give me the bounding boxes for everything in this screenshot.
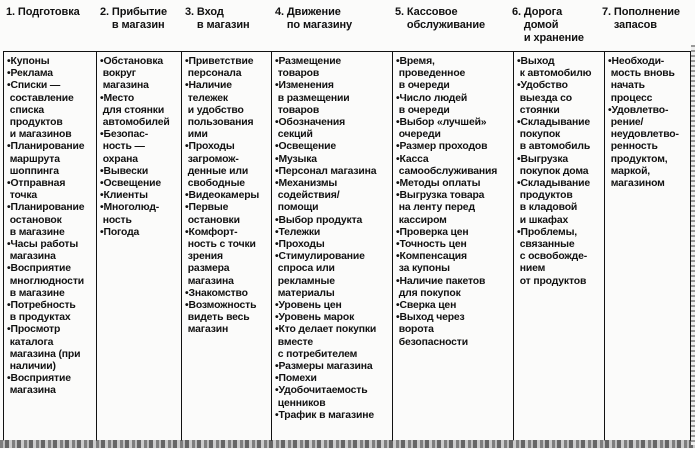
list-item xyxy=(396,154,513,178)
list-item-text: Выгрузка покупок дома xyxy=(519,153,589,177)
bullet-icon: • xyxy=(517,117,521,129)
bullet-icon: • xyxy=(7,141,11,153)
list-item-text: Комфорт- ность с точки зрения размера магазина xyxy=(187,226,256,287)
list-item xyxy=(100,178,181,190)
list-item xyxy=(185,227,271,288)
bullet-icon: • xyxy=(275,117,279,129)
list-item xyxy=(100,56,181,93)
list-item xyxy=(275,324,392,361)
list-item-text: Безопас- ность — охрана xyxy=(102,129,149,165)
list-item-text: Просмотр каталога магазина (при наличии) xyxy=(9,324,81,373)
list-item-text: Механизмы содействия/ помощи xyxy=(277,178,340,214)
list-item-text: Место для стоянки автомобилей xyxy=(102,92,170,129)
list-item xyxy=(275,56,392,80)
bullet-icon: • xyxy=(7,373,11,385)
list-item xyxy=(7,68,96,80)
list-item-text: Методы оплаты xyxy=(399,178,481,190)
list-item-text: Восприятие многлюдности в магазине xyxy=(9,263,84,299)
bullet-icon: • xyxy=(608,56,612,67)
list-item xyxy=(275,251,392,300)
list-item-text: Приветствие персонала xyxy=(187,56,254,80)
bullet-icon: • xyxy=(396,226,400,238)
list-item-text: Число людей в очереди xyxy=(398,92,468,116)
bullet-icon: • xyxy=(7,239,11,251)
list-item xyxy=(517,117,604,154)
list-item xyxy=(185,190,271,202)
bullet-icon: • xyxy=(185,300,189,312)
list-item-text: Размер проходов xyxy=(399,141,488,153)
list-item-text: Размеры магазина xyxy=(278,361,373,373)
header-checkout: 5. Кассовое обслуживание xyxy=(395,6,486,31)
list-item xyxy=(185,288,271,300)
list-item xyxy=(275,373,392,385)
bullet-icon: • xyxy=(396,178,400,190)
list-item-text: Наличие тележек и удобство пользования ими xyxy=(187,80,254,141)
list-item xyxy=(7,56,96,68)
list-item xyxy=(517,154,604,178)
list-item xyxy=(275,361,392,373)
list-item-text: Обозначения секций xyxy=(277,117,346,141)
list-item xyxy=(608,105,689,190)
bullet-icon: • xyxy=(396,312,400,324)
list-item-text: Освещение xyxy=(278,141,337,153)
bullet-icon: • xyxy=(275,56,279,67)
bullet-icon: • xyxy=(185,226,189,238)
list-item xyxy=(275,117,392,141)
list-item xyxy=(185,300,271,337)
list-item-text: Списки — составление списка продуктов и магазинов xyxy=(9,80,74,141)
list-item-text: Стимулирование спроса или рекламные материалы xyxy=(277,251,365,299)
bullet-icon: • xyxy=(7,202,11,214)
list-item xyxy=(396,300,513,312)
list-item xyxy=(7,263,96,300)
bullet-icon: • xyxy=(100,56,104,67)
list-item xyxy=(396,239,513,251)
bullet-icon: • xyxy=(185,190,189,202)
bullet-icon: • xyxy=(275,80,279,92)
list-item xyxy=(517,80,604,117)
list-item xyxy=(100,166,181,178)
list-item-text: Выбор «лучшей» очереди xyxy=(398,117,487,141)
header-entry: 3. Вход в магазин xyxy=(185,6,250,31)
list-item-text: Уровень цен xyxy=(278,300,342,312)
bullet-icon: • xyxy=(275,178,279,190)
list-item xyxy=(396,312,513,349)
bullet-icon: • xyxy=(7,178,11,190)
column-preparation xyxy=(4,52,97,441)
list-item-text: Наличие пакетов для покупок xyxy=(398,275,486,299)
bullet-icon: • xyxy=(100,190,104,202)
list-item xyxy=(185,202,271,226)
bullet-icon: • xyxy=(396,300,400,312)
list-item-text: Планирование остановок в магазине xyxy=(9,202,85,238)
list-item-text: Проходы xyxy=(278,239,325,251)
bullet-icon: • xyxy=(100,178,104,190)
list-item xyxy=(7,324,96,373)
list-item-text: Сверка цен xyxy=(399,300,457,312)
list-item-text: Компенсация за купоны xyxy=(398,251,467,275)
list-item-text: Планирование маршрута шоппинга xyxy=(9,141,85,177)
list-item xyxy=(7,300,96,324)
column-movement xyxy=(272,52,393,441)
list-item-text: Реклама xyxy=(10,68,53,80)
list-item xyxy=(185,80,271,141)
list-item-text: Удовлетво- рение/ неудовлетво- ренность продуктом, маркой, магазином xyxy=(610,104,679,190)
list-item xyxy=(517,227,604,288)
list-item-text: Точность цен xyxy=(399,239,467,251)
list-item-text: Выбор продукта xyxy=(278,214,363,226)
list-item xyxy=(7,141,96,178)
bullet-icon: • xyxy=(275,153,279,165)
list-item-text: Выгрузка товара на ленту перед кассиром xyxy=(398,190,485,226)
list-item-text: Складывание продуктов в кладовой и шкафах xyxy=(519,178,591,226)
bullet-icon: • xyxy=(275,300,279,312)
list-item xyxy=(396,190,513,227)
list-item-text: Удобство выезда со стоянки xyxy=(519,80,572,116)
list-item-text: Изменения в размещении товаров xyxy=(277,80,350,116)
header-movement: 4. Движение по магазину xyxy=(275,6,353,31)
bullet-icon: • xyxy=(275,373,279,385)
list-item xyxy=(275,312,392,324)
bullet-icon: • xyxy=(185,287,189,299)
list-item-text: Проверка цен xyxy=(399,226,469,238)
list-item-text: Обстановка вокруг магазина xyxy=(102,56,163,92)
list-item xyxy=(396,93,513,117)
list-item-text: Первые остановки xyxy=(187,202,240,226)
bullet-icon: • xyxy=(396,190,400,202)
bullet-icon: • xyxy=(396,275,400,287)
list-item xyxy=(275,154,392,166)
list-item xyxy=(396,117,513,141)
bullet-icon: • xyxy=(7,263,11,275)
bullet-icon: • xyxy=(517,153,521,165)
column-arrival xyxy=(97,52,182,441)
bullet-icon: • xyxy=(275,226,279,238)
bullet-icon: • xyxy=(185,202,189,214)
list-item-text: Уровень марок xyxy=(278,312,355,324)
bullet-icon: • xyxy=(396,153,400,165)
list-item-text: Помехи xyxy=(278,373,317,385)
bullet-icon: • xyxy=(275,251,279,263)
list-item xyxy=(100,129,181,166)
bullet-icon: • xyxy=(7,56,11,67)
list-item xyxy=(275,215,392,227)
list-item-text: Часы работы магазина xyxy=(9,239,79,263)
list-item-text: Тележки xyxy=(278,226,321,238)
list-item xyxy=(275,141,392,153)
bullet-icon: • xyxy=(275,361,279,373)
bullet-icon: • xyxy=(517,80,521,92)
bullet-icon: • xyxy=(275,409,279,421)
list-item-text: Купоны xyxy=(10,56,50,67)
bullet-icon: • xyxy=(100,202,104,214)
list-item xyxy=(7,80,96,141)
shopping-stages-table xyxy=(3,51,691,441)
list-item xyxy=(275,178,392,215)
bullet-icon: • xyxy=(517,226,521,238)
list-item xyxy=(275,300,392,312)
list-item xyxy=(517,56,604,80)
list-item-text: Видеокамеры xyxy=(188,190,260,202)
list-item xyxy=(275,385,392,409)
list-item xyxy=(396,141,513,153)
header-replenish: 7. Пополнение запасов xyxy=(602,6,680,31)
bullet-icon: • xyxy=(396,239,400,251)
list-item xyxy=(185,56,271,80)
list-item xyxy=(100,202,181,226)
list-item-text: Удобочитаемость ценников xyxy=(277,385,368,409)
bullet-icon: • xyxy=(396,117,400,129)
bullet-icon: • xyxy=(100,92,104,104)
list-item-text: Знакомство xyxy=(188,287,248,299)
bullet-icon: • xyxy=(100,129,104,141)
list-item xyxy=(275,410,392,422)
bullet-icon: • xyxy=(608,104,612,116)
bullet-icon: • xyxy=(275,324,279,336)
bullet-icon: • xyxy=(275,239,279,251)
list-item-text: Персонал магазина xyxy=(278,165,377,177)
list-item-text: Складывание покупок в автомобиль xyxy=(519,117,591,153)
list-item xyxy=(100,93,181,130)
bullet-icon: • xyxy=(185,80,189,92)
list-item xyxy=(396,251,513,275)
list-item xyxy=(100,227,181,239)
bullet-icon: • xyxy=(396,92,400,104)
scan-right-edge xyxy=(691,45,695,445)
bullet-icon: • xyxy=(275,385,279,397)
bullet-icon: • xyxy=(396,251,400,263)
bullet-icon: • xyxy=(275,165,279,177)
bullet-icon: • xyxy=(275,141,279,153)
list-item-text: Трафик в магазине xyxy=(278,409,375,421)
list-item xyxy=(275,227,392,239)
list-item xyxy=(396,276,513,300)
scan-bottom-edge xyxy=(0,440,695,448)
list-item xyxy=(7,373,96,397)
column-replenish xyxy=(605,52,689,441)
column-entry xyxy=(182,52,272,441)
bullet-icon: • xyxy=(7,324,11,336)
list-item xyxy=(100,190,181,202)
list-item xyxy=(396,56,513,93)
bullet-icon: • xyxy=(396,56,400,67)
list-item xyxy=(185,141,271,190)
list-item-text: Проходы загромож- денные или свободные xyxy=(187,141,249,190)
column-checkout xyxy=(393,52,514,441)
list-item-text: Время, проведенное в очереди xyxy=(398,56,466,92)
bullet-icon: • xyxy=(7,80,11,92)
list-item xyxy=(396,178,513,190)
header-arrival: 2. Прибытие в магазин xyxy=(100,6,167,31)
bullet-icon: • xyxy=(185,56,189,67)
bullet-icon: • xyxy=(517,178,521,190)
list-item-text: Отправная точка xyxy=(9,178,66,202)
list-item-text: Вывески xyxy=(103,165,149,177)
list-item-text: Освещение xyxy=(103,178,162,190)
list-item-text: Многолюд- ность xyxy=(102,202,160,226)
list-item xyxy=(7,202,96,239)
list-item xyxy=(396,227,513,239)
list-item-text: Выход к автомобилю xyxy=(519,56,592,80)
list-item-text: Музыка xyxy=(278,153,317,165)
list-item xyxy=(275,239,392,251)
list-item xyxy=(275,80,392,117)
bullet-icon: • xyxy=(275,214,279,226)
bullet-icon: • xyxy=(100,226,104,238)
bullet-icon: • xyxy=(7,68,11,80)
list-item xyxy=(7,178,96,202)
bullet-icon: • xyxy=(275,312,279,324)
header-preparation: 1. Подготовка xyxy=(6,6,80,18)
bullet-icon: • xyxy=(517,56,521,67)
list-item-text: Проблемы, связанные с освобожде- нием от продуктов xyxy=(519,226,588,287)
bullet-icon: • xyxy=(7,300,11,312)
list-item-text: Кто делает покупки вместе с потребителем xyxy=(277,324,377,360)
list-item xyxy=(608,56,689,105)
list-item xyxy=(517,178,604,227)
list-item xyxy=(7,239,96,263)
list-item-text: Восприятие магазина xyxy=(9,373,71,397)
bullet-icon: • xyxy=(396,141,400,153)
column-way-home xyxy=(514,52,605,441)
list-item-text: Клиенты xyxy=(103,190,148,202)
list-item-text: Касса самообслуживания xyxy=(398,153,498,177)
list-item-text: Необходи- мость вновь начать процесс xyxy=(610,56,675,104)
list-item-text: Размещение товаров xyxy=(277,56,342,80)
list-item-text: Потребность в продуктах xyxy=(9,300,76,324)
bullet-icon: • xyxy=(185,141,189,153)
list-item xyxy=(275,166,392,178)
header-way-home: 6. Дорога домой и хранение xyxy=(512,6,584,44)
list-item-text: Возможность видеть весь магазин xyxy=(187,300,257,336)
list-item-text: Выход через ворота безопасности xyxy=(398,312,468,348)
list-item-text: Погода xyxy=(103,226,140,238)
bullet-icon: • xyxy=(100,165,104,177)
